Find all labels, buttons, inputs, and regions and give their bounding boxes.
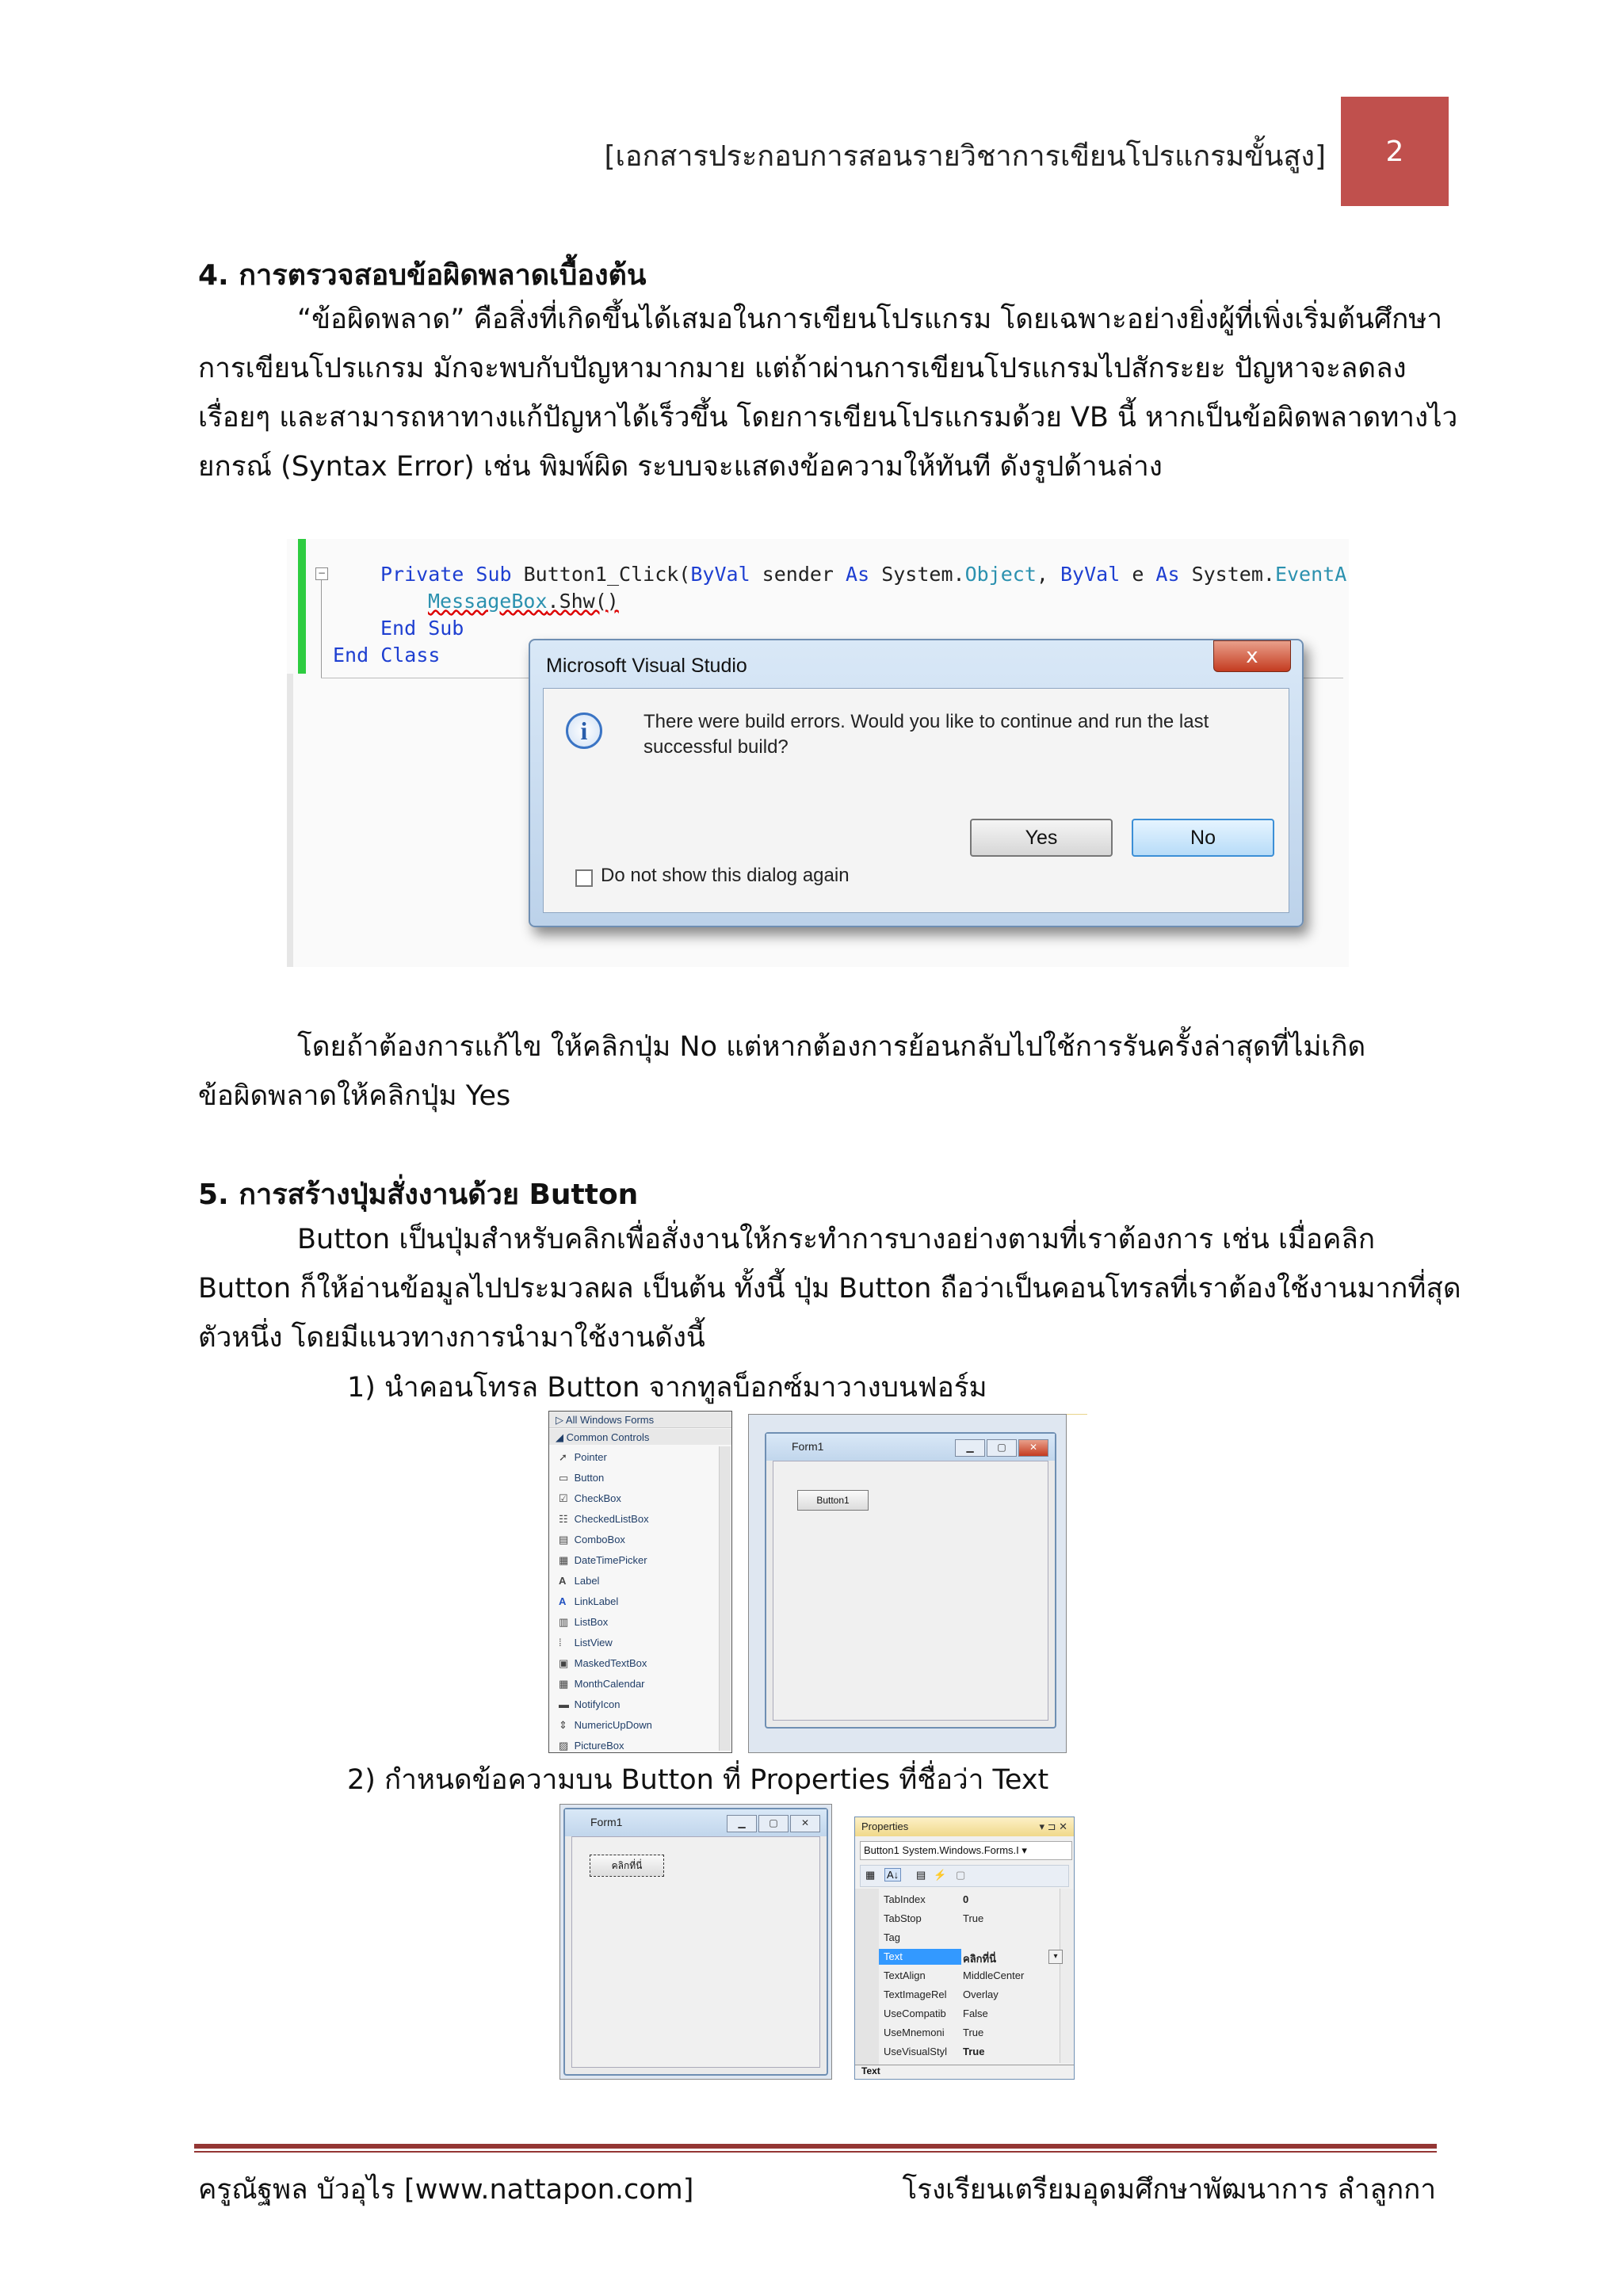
toolbox-item-button[interactable]: ▭ Button xyxy=(559,1472,605,1484)
code-line-1: Private Sub Button1_Click(ByVal sender As System.Object, ByVal e As System.EventA xyxy=(380,563,1347,586)
property-row[interactable]: UseVisualStyl True xyxy=(884,2046,985,2057)
toolbox-panel xyxy=(548,1411,732,1753)
paragraph-line: Button ก็ให้อ่านข้อมูลไปประมวลผล เป็นต้น ทั้งนี้ ปุ่ม Button ถือว่าเป็นคอนโทรลที่เราต้องใช้งานมากที่สุด xyxy=(198,1273,1461,1305)
no-button[interactable]: No xyxy=(1132,819,1274,857)
section4-after-paragraph xyxy=(198,1022,1434,1121)
maximize-icon[interactable]: ▢ xyxy=(987,1439,1017,1457)
dialog-body xyxy=(543,688,1289,913)
footer-author: ครูณัฐพล บัวอุไร [www.nattapon.com] xyxy=(198,2174,694,2206)
form1-title: Form1 xyxy=(792,1440,824,1453)
toolbox-item-notifyicon[interactable]: ▬ NotifyIcon xyxy=(559,1698,621,1710)
code-line-4: End Class xyxy=(333,644,441,667)
toolbox-item-checkbox[interactable]: ☑ CheckBox xyxy=(559,1492,621,1504)
close-button[interactable] xyxy=(1213,640,1291,672)
toolbox-item-checkedlistbox[interactable]: ☷ CheckedListBox xyxy=(559,1513,649,1525)
numericupdown-icon: ⇕ xyxy=(559,1719,567,1731)
form1-body xyxy=(773,1461,1048,1721)
paragraph-line: ตัวหนึ่ง โดยมีแนวทางการนำมาใช้งานดังนี้ xyxy=(198,1322,705,1354)
toolbox-item-datetimepicker[interactable]: ▦ DateTimePicker xyxy=(559,1554,647,1566)
paragraph-line: เรื่อยๆ และสามารถหาทางแก้ปัญหาได้เร็วขึ้น โดยการเขียนโปรแกรมด้วย VB นี้ หากเป็นข้อผิดพลาดทางไว xyxy=(198,402,1458,434)
paragraph-line: การเขียนโปรแกรม มักจะพบกับปัญหามากมาย แต่ถ้าผ่านการเขียนโปรแกรมไปสักระยะ ปัญหาจะลดลง xyxy=(198,353,1407,384)
form1-window xyxy=(765,1432,1056,1729)
dont-show-checkbox[interactable] xyxy=(575,869,593,887)
property-row-text[interactable]: Text คลิกที่นี่ ▾ xyxy=(879,1947,1066,1966)
toolbox-item-numericupdown[interactable]: ⇕ NumericUpDown xyxy=(559,1719,652,1731)
dialog-message: There were build errors. Would you like to continue and run the last successful build? xyxy=(643,711,1209,758)
properties-object-selector[interactable]: Button1 System.Windows.Forms.I ▾ xyxy=(860,1841,1072,1860)
footer-rule xyxy=(194,2144,1437,2149)
close-icon[interactable]: ✕ xyxy=(1018,1439,1048,1457)
alphabetical-icon[interactable]: A↓ xyxy=(884,1868,901,1881)
events-icon[interactable]: ⚡ xyxy=(934,1869,947,1881)
paragraph-line: Button เป็นปุ่มสำหรับคลิกเพื่อสั่งงานให้กระทำการบางอย่างตามที่เราต้องการ เช่น เมื่อคลิก xyxy=(297,1224,1376,1255)
document-header-title: [เอกสารประกอบการสอนรายวิชาการเขียนโปรแกรมขั้นสูง] xyxy=(604,140,1326,173)
page-number-badge xyxy=(1341,97,1449,206)
toolbox-item-linklabel[interactable]: A LinkLabel xyxy=(559,1595,619,1607)
dont-show-label: Do not show this dialog again xyxy=(601,865,850,886)
minimize-icon[interactable]: ▁ xyxy=(955,1439,985,1457)
close-icon: x xyxy=(1246,644,1258,668)
label-icon: A xyxy=(559,1575,567,1587)
datetimepicker-icon: ▦ xyxy=(559,1554,569,1566)
monthcalendar-icon: ▦ xyxy=(559,1678,569,1690)
form-designer-2 xyxy=(559,1804,832,2080)
paragraph-line: โดยถ้าต้องการแก้ไข ให้คลิกปุ่ม No แต่หากต้องการย้อนกลับไปใช้การรันครั้งล่าสุดที่ไม่เกิด xyxy=(297,1031,1366,1063)
toolbox-item-listview[interactable]: ⁞ ListView xyxy=(559,1637,613,1648)
listview-icon: ⁞ xyxy=(559,1637,562,1648)
section4-heading: 4. การตรวจสอบข้อผิดพลาดเบื้องต้น xyxy=(198,259,647,292)
button-icon: ▭ xyxy=(559,1472,569,1484)
categorized-icon[interactable]: ▦ xyxy=(865,1869,876,1881)
property-pages-icon[interactable]: ▢ xyxy=(956,1869,966,1881)
property-row[interactable]: TabIndex 0 xyxy=(884,1893,969,1905)
toolbox-group-common[interactable]: ◢ Common Controls xyxy=(556,1431,650,1443)
form2-window xyxy=(563,1808,828,2076)
margin-bar xyxy=(287,674,293,967)
close-icon[interactable]: ✕ xyxy=(790,1815,820,1832)
toolbox-item-pointer[interactable]: ➚ Pointer xyxy=(559,1451,607,1463)
properties-title: Properties xyxy=(861,1820,909,1832)
form2-body xyxy=(571,1836,820,2068)
yes-button[interactable]: Yes xyxy=(970,819,1113,857)
window-controls xyxy=(955,1439,1048,1457)
section4-paragraph xyxy=(198,295,1458,491)
properties-window-controls[interactable]: ▾ ⊐ ✕ xyxy=(1039,1820,1067,1832)
toolbox-item-monthcalendar[interactable]: ▦ MonthCalendar xyxy=(559,1678,645,1690)
property-row[interactable]: TabStop True xyxy=(884,1912,984,1924)
properties-icon[interactable]: ▤ xyxy=(916,1869,926,1881)
property-row[interactable]: UseCompatib False xyxy=(884,2008,988,2019)
property-row[interactable]: TextAlign MiddleCenter xyxy=(884,1969,1025,1981)
build-error-dialog xyxy=(529,639,1304,927)
properties-panel xyxy=(854,1817,1075,2080)
footer-school: โรงเรียนเตรียมอุดมศึกษาพัฒนาการ ลำลูกกา xyxy=(902,2174,1436,2206)
combobox-icon: ▤ xyxy=(559,1534,569,1545)
paragraph-line: “ข้อผิดพลาด” คือสิ่งที่เกิดขึ้นได้เสมอในการเขียนโปรแกรม โดยเฉพาะอย่างยิ่งผู้ที่เพิ่งเริ่มต้นศึกษา xyxy=(297,304,1443,335)
dialog-title: Microsoft Visual Studio xyxy=(546,655,747,677)
checkbox-icon: ☑ xyxy=(559,1492,568,1504)
property-row[interactable]: TextImageRel Overlay xyxy=(884,1988,999,2000)
toolbox-item-combobox[interactable]: ▤ ComboBox xyxy=(559,1534,625,1545)
property-row[interactable]: UseMnemoni True xyxy=(884,2027,984,2038)
picturebox-icon: ▨ xyxy=(559,1740,569,1752)
toolbox-item-label[interactable]: A Label xyxy=(559,1575,600,1587)
change-marker xyxy=(298,539,306,674)
pointer-icon: ➚ xyxy=(559,1451,567,1463)
property-row[interactable]: Tag xyxy=(884,1931,900,1943)
outline-line xyxy=(321,580,322,678)
checkedlistbox-icon: ☷ xyxy=(559,1513,568,1525)
form1-button1[interactable]: Button1 xyxy=(797,1490,869,1511)
window-controls xyxy=(727,1815,820,1832)
step-2: 2) กำหนดข้อความบน Button ที่ Properties ที่ชื่อว่า Text xyxy=(347,1764,1049,1796)
footer-rule-thin xyxy=(194,2151,1437,2153)
collapse-icon[interactable]: − xyxy=(315,567,328,580)
info-icon: i xyxy=(566,712,602,749)
linklabel-icon: A xyxy=(559,1595,567,1607)
toolbox-item-maskedtextbox[interactable]: ▣ MaskedTextBox xyxy=(559,1657,647,1669)
notifyicon-icon: ▬ xyxy=(559,1698,569,1710)
maximize-icon[interactable]: ▢ xyxy=(758,1815,789,1832)
maskedtextbox-icon: ▣ xyxy=(559,1657,569,1669)
section5-paragraph xyxy=(198,1215,1461,1362)
dropdown-icon[interactable]: ▾ xyxy=(1048,1950,1063,1964)
code-line-2: MessageBox.Shw() xyxy=(428,590,619,613)
toolbox-group-all[interactable]: ▷ All Windows Forms xyxy=(556,1414,655,1426)
toolbox-item-listbox[interactable]: ▥ ListBox xyxy=(559,1616,609,1628)
form2-title: Form1 xyxy=(590,1816,623,1828)
section5-heading: 5. การสร้างปุ่มสั่งงานด้วย Button xyxy=(198,1179,639,1211)
properties-description: Text xyxy=(855,2065,1074,2079)
form2-button-selected[interactable]: คลิกที่นี่ xyxy=(590,1855,664,1877)
code-line-3: End Sub xyxy=(380,617,464,640)
minimize-icon[interactable]: ▁ xyxy=(727,1815,757,1832)
paragraph-line: ยกรณ์ (Syntax Error) เช่น พิมพ์ผิด ระบบจะแสดงข้อความให้ทันที ดังรูปด้านล่าง xyxy=(198,451,1163,483)
form-designer-1 xyxy=(748,1414,1067,1753)
step-1: 1) นำคอนโทรล Button จากทูลบ็อกซ์มาวางบนฟอร์ม xyxy=(347,1372,987,1404)
page-number: 2 xyxy=(1385,135,1404,168)
properties-toolbar xyxy=(860,1865,1069,1887)
paragraph-line: ข้อผิดพลาดให้คลิกปุ่ม Yes xyxy=(198,1080,511,1112)
listbox-icon: ▥ xyxy=(559,1616,569,1628)
toolbox-item-picturebox[interactable]: ▨ PictureBox xyxy=(559,1740,624,1752)
toolbox-scrollbar[interactable] xyxy=(719,1446,731,1751)
